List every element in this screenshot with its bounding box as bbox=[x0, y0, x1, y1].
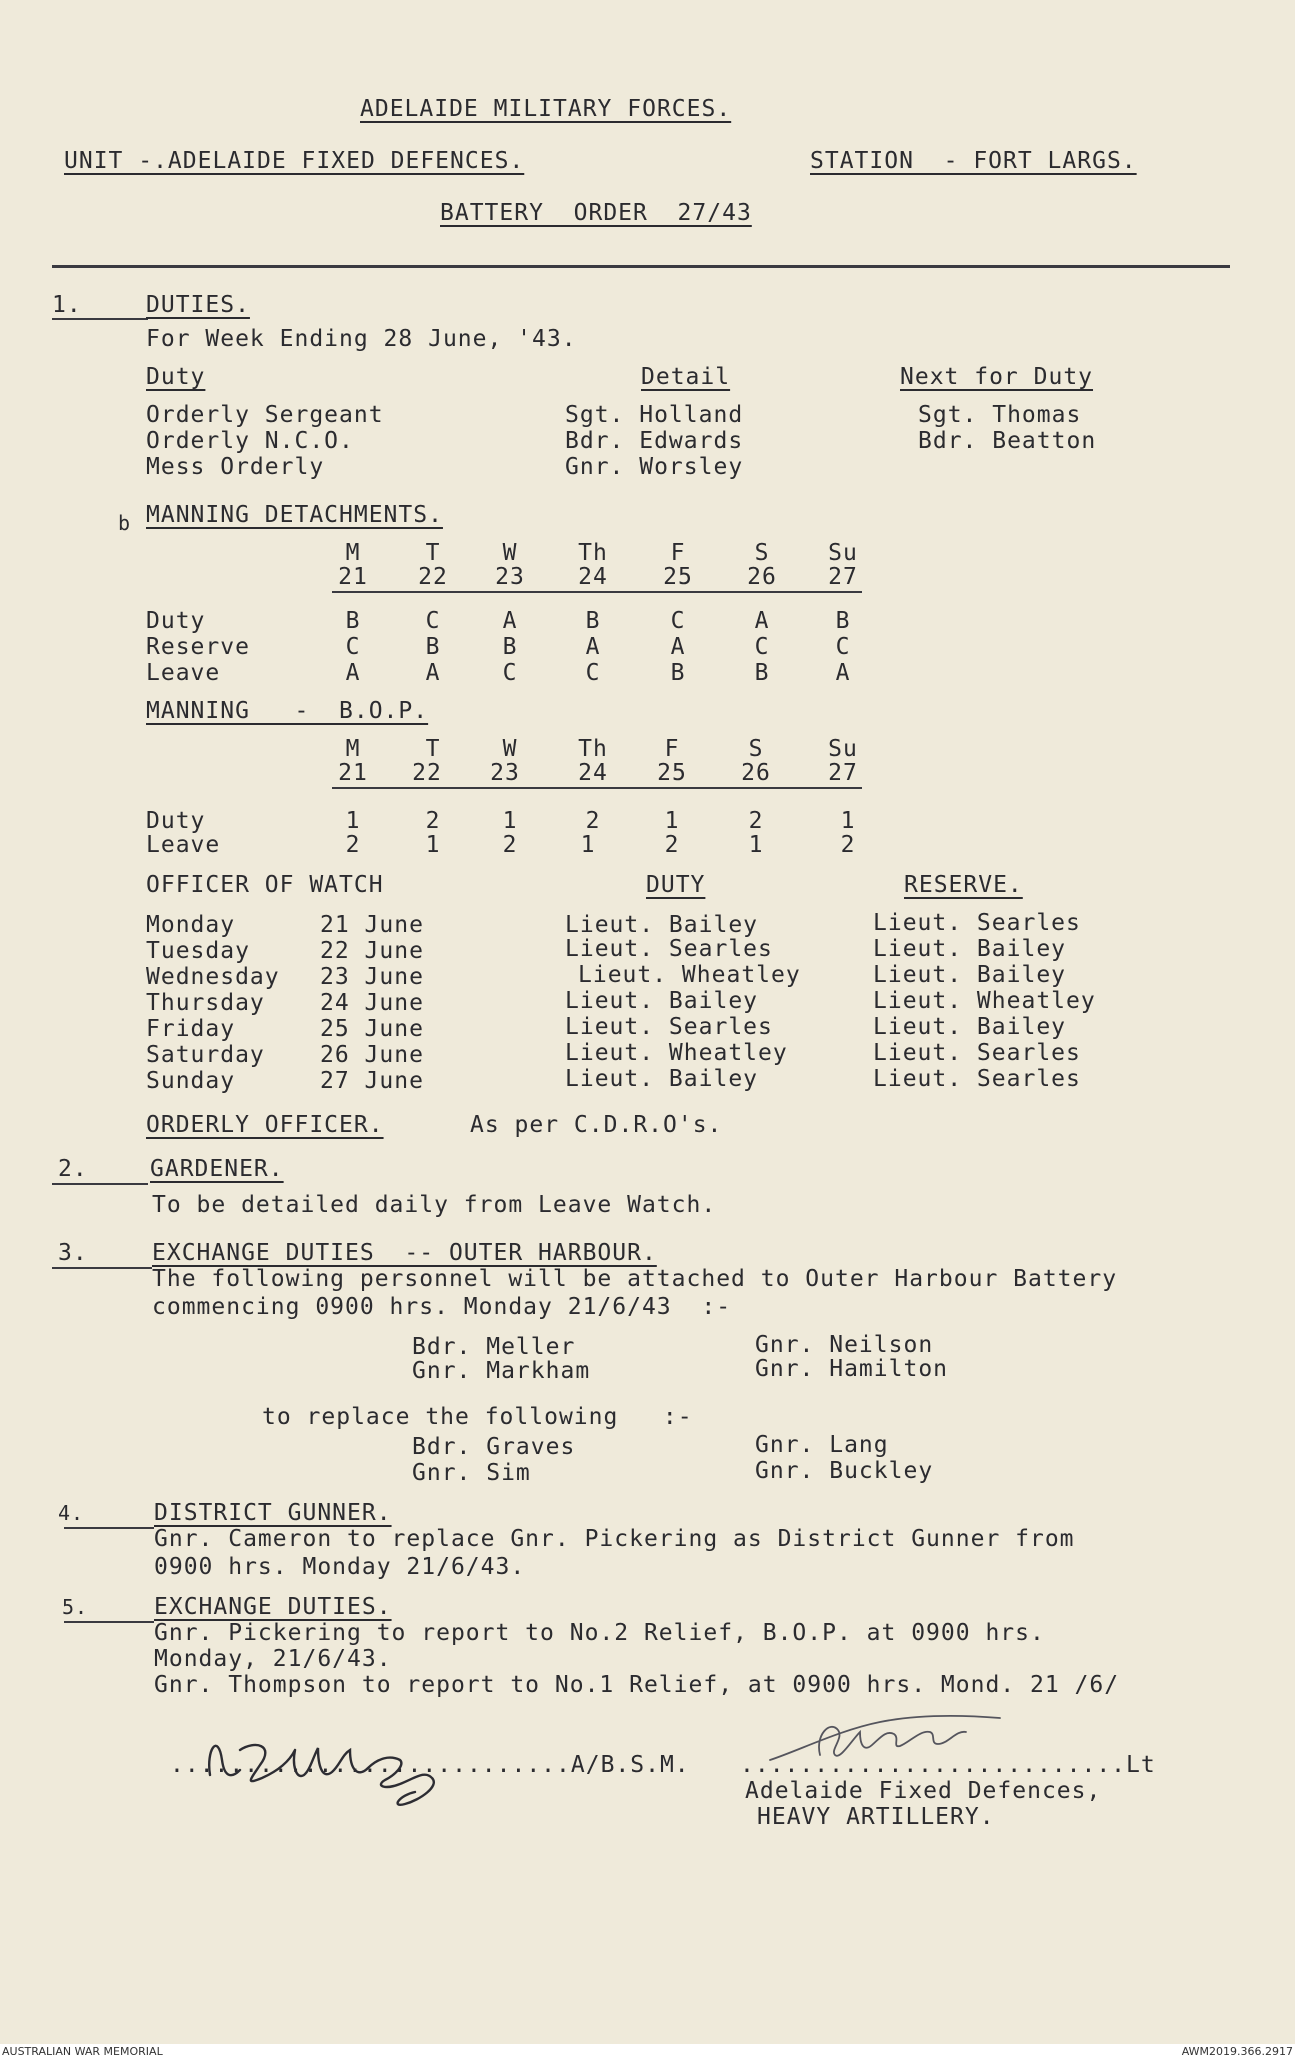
document-title: ADELAIDE MILITARY FORCES. bbox=[360, 96, 732, 122]
cell: 2 bbox=[345, 832, 361, 858]
cell: B bbox=[502, 634, 518, 660]
day-header: F bbox=[670, 540, 686, 566]
date-header: 25 bbox=[657, 760, 687, 786]
detail-item: Bdr. Edwards bbox=[565, 428, 744, 454]
watch-date: 26 June bbox=[320, 1042, 424, 1068]
day-header: S bbox=[748, 736, 764, 762]
signature-arm: HEAVY ARTILLERY. bbox=[757, 1804, 995, 1830]
day-header: W bbox=[502, 540, 518, 566]
duty-item: Mess Orderly bbox=[146, 454, 325, 480]
replaced-person: Gnr. Lang bbox=[755, 1432, 889, 1458]
cell: C bbox=[585, 660, 601, 686]
watch-day: Tuesday bbox=[146, 938, 250, 964]
day-header: Th bbox=[578, 736, 608, 762]
detail-item: Gnr. Worsley bbox=[565, 454, 744, 480]
watch-date: 24 June bbox=[320, 990, 424, 1016]
watch-day: Thursday bbox=[146, 990, 265, 1016]
day-header: T bbox=[425, 540, 441, 566]
date-underline bbox=[332, 787, 862, 789]
section-4-heading: DISTRICT GUNNER. bbox=[154, 1500, 392, 1526]
section-5-number: 5. bbox=[62, 1595, 89, 1619]
date-header: 23 bbox=[490, 760, 520, 786]
unit-line: UNIT -.ADELAIDE FIXED DEFENCES. bbox=[64, 148, 525, 174]
footer-institution: AUSTRALIAN WAR MEMORIAL bbox=[2, 2045, 163, 2058]
cell: 2 bbox=[425, 808, 441, 834]
next-item: Bdr. Beatton bbox=[918, 428, 1097, 454]
section-4-line-1: Gnr. Cameron to replace Gnr. Pickering as District Gunner from bbox=[154, 1526, 1075, 1552]
cell: C bbox=[345, 634, 361, 660]
date-header: 25 bbox=[663, 564, 693, 590]
cell: B bbox=[425, 634, 441, 660]
officer-of-watch-heading: OFFICER OF WATCH bbox=[146, 872, 384, 898]
cell: 2 bbox=[502, 832, 518, 858]
bsm-signature-line: ...........................A/B.S.M. bbox=[170, 1752, 690, 1778]
margin-rule bbox=[64, 1527, 154, 1529]
cell: C bbox=[670, 608, 686, 634]
watch-day: Sunday bbox=[146, 1068, 236, 1094]
station-line: STATION - FORT LARGS. bbox=[810, 148, 1137, 174]
section-4-line-2: 0900 hrs. Monday 21/6/43. bbox=[154, 1554, 526, 1580]
day-header: Su bbox=[828, 540, 858, 566]
row-label: Duty bbox=[146, 608, 206, 634]
watch-date: 22 June bbox=[320, 938, 424, 964]
section-5-heading: EXCHANGE DUTIES. bbox=[154, 1594, 392, 1620]
attached-person: Bdr. Meller bbox=[412, 1334, 576, 1360]
margin-rule bbox=[52, 1183, 148, 1185]
margin-rule bbox=[52, 1267, 152, 1269]
section-3-line-1: The following personnel will be attached to Outer Harbour Battery bbox=[152, 1266, 1118, 1292]
cell: 1 bbox=[840, 808, 856, 834]
section-2-heading: GARDENER. bbox=[150, 1156, 284, 1182]
cell: C bbox=[835, 634, 851, 660]
section-4-number: 4. bbox=[58, 1501, 85, 1525]
day-header: S bbox=[754, 540, 770, 566]
section-5-line-1: Gnr. Pickering to report to No.2 Relief, B.O.P. at 0900 hrs. bbox=[154, 1620, 1045, 1646]
cell: C bbox=[425, 608, 441, 634]
watch-duty: Lieut. Bailey bbox=[565, 1066, 759, 1092]
section-2-text: To be detailed daily from Leave Watch. bbox=[152, 1192, 717, 1218]
cell: 1 bbox=[580, 832, 596, 858]
attached-person: Gnr. Neilson bbox=[755, 1332, 934, 1358]
date-header: 24 bbox=[578, 760, 608, 786]
watch-reserve: Lieut. Searles bbox=[873, 1040, 1081, 1066]
watch-date: 25 June bbox=[320, 1016, 424, 1042]
order-number: BATTERY ORDER 27/43 bbox=[440, 200, 752, 226]
bsm-handwritten-signature bbox=[200, 1720, 480, 1810]
cell: 2 bbox=[664, 832, 680, 858]
watch-duty: Lieut. Searles bbox=[565, 1014, 773, 1040]
watch-date: 27 June bbox=[320, 1068, 424, 1094]
date-header: 22 bbox=[418, 564, 448, 590]
watch-duty: Lieut. Searles bbox=[565, 936, 773, 962]
day-header: M bbox=[345, 736, 361, 762]
row-label: Reserve bbox=[146, 634, 250, 660]
cell: A bbox=[345, 660, 361, 686]
date-header: 26 bbox=[747, 564, 777, 590]
col-next-for-duty: Next for Duty bbox=[900, 364, 1094, 390]
sub-marker: b bbox=[118, 511, 132, 535]
officer-handwritten-signature bbox=[760, 1700, 1020, 1780]
cell: 1 bbox=[425, 832, 441, 858]
archive-footer bbox=[0, 2044, 1295, 2061]
replaced-person: Gnr. Buckley bbox=[755, 1458, 934, 1484]
day-header: M bbox=[345, 540, 361, 566]
section-3-number: 3. bbox=[58, 1240, 88, 1266]
col-detail: Detail bbox=[641, 364, 731, 390]
week-ending: For Week Ending 28 June, '43. bbox=[146, 326, 577, 352]
section-5-line-2: Monday, 21/6/43. bbox=[154, 1646, 392, 1672]
section-1-heading: DUTIES. bbox=[146, 292, 250, 318]
section-3-heading: EXCHANGE DUTIES -- OUTER HARBOUR. bbox=[152, 1240, 657, 1266]
cell: 1 bbox=[664, 808, 680, 834]
cell: B bbox=[345, 608, 361, 634]
officer-signature-line: ..........................Lt bbox=[740, 1752, 1156, 1778]
watch-day: Monday bbox=[146, 912, 236, 938]
watch-reserve: Lieut. Bailey bbox=[873, 1014, 1067, 1040]
watch-duty: Lieut. Wheatley bbox=[578, 962, 801, 988]
cell: A bbox=[670, 634, 686, 660]
next-item: Sgt. Thomas bbox=[918, 402, 1082, 428]
cell: C bbox=[754, 634, 770, 660]
row-label: Leave bbox=[146, 832, 221, 858]
cell: 2 bbox=[748, 808, 764, 834]
row-label: Leave bbox=[146, 660, 221, 686]
orderly-officer-label: ORDERLY OFFICER. bbox=[146, 1112, 384, 1138]
replaced-person: Gnr. Sim bbox=[412, 1460, 531, 1486]
watch-reserve: Lieut. Bailey bbox=[873, 962, 1067, 988]
day-header: W bbox=[502, 736, 518, 762]
watch-reserve: Lieut. Searles bbox=[873, 910, 1081, 936]
cell: 2 bbox=[840, 832, 856, 858]
replaced-person: Bdr. Graves bbox=[412, 1434, 576, 1460]
section-1-number: 1. bbox=[52, 292, 82, 318]
cell: 1 bbox=[502, 808, 518, 834]
date-header: 24 bbox=[578, 564, 608, 590]
cell: A bbox=[835, 660, 851, 686]
margin-rule bbox=[64, 1621, 154, 1623]
cell: B bbox=[754, 660, 770, 686]
row-label: Duty bbox=[146, 808, 206, 834]
date-header: 21 bbox=[338, 564, 368, 590]
day-header: Su bbox=[828, 736, 858, 762]
cell: 1 bbox=[345, 808, 361, 834]
margin-rule bbox=[52, 318, 148, 320]
cell: C bbox=[502, 660, 518, 686]
section-2-number: 2. bbox=[58, 1156, 88, 1182]
orderly-officer-text: As per C.D.R.O's. bbox=[470, 1112, 723, 1138]
watch-reserve: Lieut. Bailey bbox=[873, 936, 1067, 962]
cell: B bbox=[585, 608, 601, 634]
date-header: 26 bbox=[741, 760, 771, 786]
date-underline bbox=[332, 591, 862, 593]
manning-bop-heading: MANNING - B.O.P. bbox=[146, 698, 429, 724]
cell: A bbox=[754, 608, 770, 634]
cell: B bbox=[835, 608, 851, 634]
section-5-line-3: Gnr. Thompson to report to No.1 Relief, at 0900 hrs. Mond. 21 /6/ bbox=[154, 1672, 1120, 1698]
signature-unit: Adelaide Fixed Defences, bbox=[745, 1778, 1102, 1804]
cell: 2 bbox=[585, 808, 601, 834]
detail-item: Sgt. Holland bbox=[565, 402, 744, 428]
day-header: T bbox=[425, 736, 441, 762]
cell: B bbox=[670, 660, 686, 686]
cell: A bbox=[502, 608, 518, 634]
date-header: 22 bbox=[412, 760, 442, 786]
watch-reserve: Lieut. Searles bbox=[873, 1066, 1081, 1092]
footer-reference: AWM2019.366.2917 bbox=[1181, 2045, 1293, 2058]
watch-date: 23 June bbox=[320, 964, 424, 990]
attached-person: Gnr. Markham bbox=[412, 1358, 591, 1384]
watch-duty: Lieut. Bailey bbox=[565, 912, 759, 938]
cell: A bbox=[425, 660, 441, 686]
watch-date: 21 June bbox=[320, 912, 424, 938]
day-header: Th bbox=[578, 540, 608, 566]
watch-day: Friday bbox=[146, 1016, 236, 1042]
col-reserve-officer: RESERVE. bbox=[904, 872, 1023, 898]
date-header: 21 bbox=[338, 760, 368, 786]
date-header: 27 bbox=[828, 564, 858, 590]
duty-item: Orderly Sergeant bbox=[146, 402, 384, 428]
day-header: F bbox=[664, 736, 680, 762]
header-rule bbox=[52, 265, 1230, 268]
cell: 1 bbox=[748, 832, 764, 858]
date-header: 27 bbox=[828, 760, 858, 786]
col-duty-officer: DUTY bbox=[646, 872, 706, 898]
date-header: 23 bbox=[495, 564, 525, 590]
watch-day: Saturday bbox=[146, 1042, 265, 1068]
cell: A bbox=[585, 634, 601, 660]
attached-person: Gnr. Hamilton bbox=[755, 1356, 949, 1382]
duty-item: Orderly N.C.O. bbox=[146, 428, 354, 454]
section-3-line-2: commencing 0900 hrs. Monday 21/6/43 :- bbox=[152, 1294, 732, 1320]
manning-detachments-heading: MANNING DETACHMENTS. bbox=[146, 502, 443, 528]
replace-text: to replace the following :- bbox=[262, 1404, 693, 1430]
watch-duty: Lieut. Wheatley bbox=[565, 1040, 788, 1066]
watch-reserve: Lieut. Wheatley bbox=[873, 988, 1096, 1014]
watch-day: Wednesday bbox=[146, 964, 280, 990]
col-duty: Duty bbox=[146, 364, 206, 390]
watch-duty: Lieut. Bailey bbox=[565, 988, 759, 1014]
